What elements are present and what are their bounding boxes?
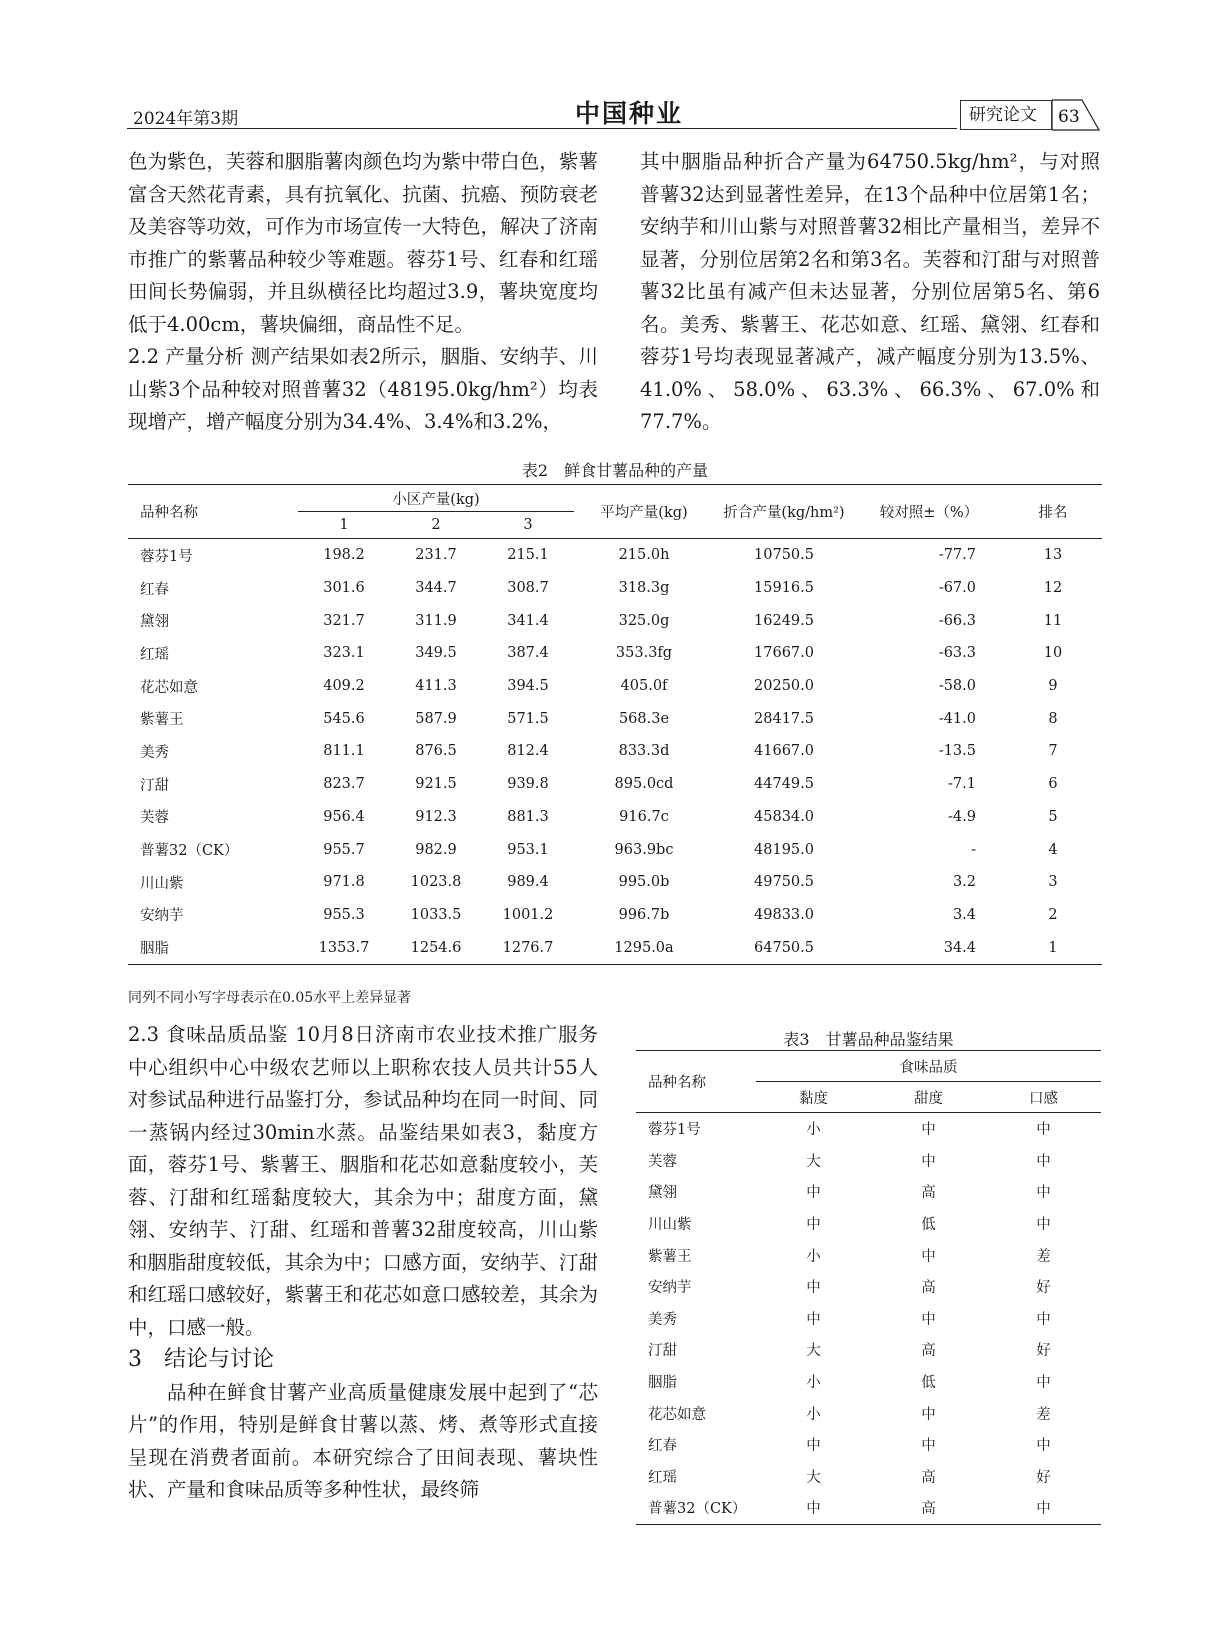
cell-plot3: 1276.7	[482, 931, 574, 964]
cell-plot1: 323.1	[323, 645, 365, 662]
left-column-bottom	[128, 1019, 598, 1507]
t2-header-rank: 排名	[1004, 485, 1102, 539]
cell-plot1: 823.7	[323, 776, 365, 793]
cell-taste: 中	[1036, 1217, 1051, 1234]
cell-conv: 41667.0	[754, 743, 814, 760]
cell-avg: 325.0g	[618, 612, 670, 629]
table2-note: 同列不同小写字母表示在0.05水平上差异显著	[128, 990, 412, 1006]
cell-taste: 中	[1036, 1311, 1051, 1328]
cell-vs: -13.5	[938, 743, 976, 760]
cell-sweetness: 高	[871, 1492, 986, 1524]
cell-viscosity: 大	[806, 1343, 821, 1360]
t2-header-vs: 较对照±（%）	[854, 485, 1004, 539]
cell-plot2: 982.9	[415, 841, 457, 858]
paragraph-taste-evaluation: 2.3 食味品质品鉴 10月8日济南市农业技术推广服务中心组织中心中级农艺师以上职称农技人员共计55人对参试品种进行品鉴打分，参试品种均在同一时间、同一蒸锅内经过30min水蒸。品鉴结果如表3，黏度方面，蓉芬1号、紫薯王、胭脂和花芯如意黏度较小，芙蓉、汀甜和红瑶黏度较大，其余为中；甜度方面，黛翎、安纳芋、汀甜、红瑶和普薯32甜度较高，川山紫和胭脂甜度较低，其余为中；口感方面，安纳芋、汀甜和红瑶口感较好，紫薯王和花芯如意口感较差，其余为中，口感一般。	[128, 1023, 598, 1339]
cell-name: 黛翎	[648, 1185, 677, 1202]
cell-plot2: 1033.5	[410, 906, 462, 923]
svg-text:63: 63	[1058, 107, 1080, 127]
cell-plot2: 349.5	[415, 645, 457, 662]
paragraph-conclusion: 品种在鲜食甘薯产业高质量健康发展中起到了“芯片”的作用，特别是鲜食甘薯以蒸、烤、煮等形式直接呈现在消费者面前。本研究综合了田间表现、薯块性状、产量和食味品质等多种性状，最终筛	[128, 1380, 598, 1501]
cell-vs: -	[971, 841, 976, 858]
table-row	[636, 1208, 1101, 1240]
cell-plot3: 953.1	[507, 841, 549, 858]
cell-rank: 8	[1048, 710, 1058, 727]
cell-sweetness: 中	[921, 1153, 936, 1170]
cell-viscosity: 小	[806, 1248, 821, 1265]
t2-header-avg: 平均产量(kg)	[574, 485, 714, 539]
cell-plot1: 955.3	[323, 906, 365, 923]
cell-name: 安纳芋	[648, 1280, 692, 1297]
cell-avg: 916.7c	[619, 808, 669, 825]
cell-plot3: 939.8	[507, 776, 549, 793]
cell-vs: -67.0	[938, 580, 976, 597]
cell-conv: 16249.5	[754, 612, 814, 629]
t3-header-viscosity: 黏度	[799, 1090, 828, 1107]
cell-rank: 12	[1043, 580, 1063, 597]
cell-rank: 4	[1048, 841, 1058, 858]
table-row	[636, 1461, 1101, 1493]
cell-avg: 963.9bc	[614, 841, 674, 858]
cell-sweetness: 中	[921, 1438, 936, 1455]
cell-taste: 好	[1036, 1469, 1051, 1486]
cell-sweetness: 中	[921, 1406, 936, 1423]
cell-plot2: 411.3	[415, 678, 457, 695]
cell-taste: 好	[1036, 1343, 1051, 1360]
cell-name: 黛翎	[140, 614, 169, 631]
cell-plot3: 881.3	[507, 808, 549, 825]
cell-vs: -7.1	[948, 776, 976, 793]
cell-plot2: 921.5	[415, 776, 457, 793]
cell-conv: 44749.5	[754, 776, 814, 793]
cell-avg: 568.3e	[618, 710, 670, 727]
table3-taste	[636, 1050, 1101, 1525]
cell-viscosity: 中	[806, 1185, 821, 1202]
table-row	[128, 899, 1102, 932]
cell-plot3: 215.1	[482, 539, 574, 572]
page-number-badge	[1052, 98, 1100, 132]
table-row	[128, 735, 1102, 768]
table-row	[128, 768, 1102, 801]
cell-conv: 48195.0	[754, 841, 814, 858]
cell-taste: 中	[1036, 1185, 1051, 1202]
cell-conv: 64750.5	[714, 931, 854, 964]
cell-plot1: 409.2	[323, 678, 365, 695]
cell-sweetness: 高	[921, 1469, 936, 1486]
cell-sweetness: 高	[921, 1280, 936, 1297]
cell-sweetness: 低	[921, 1375, 936, 1392]
cell-vs: -41.0	[938, 710, 976, 727]
cell-plot1: 956.4	[323, 808, 365, 825]
cell-rank: 3	[1048, 874, 1058, 891]
table-row	[128, 931, 1102, 964]
cell-plot1: 811.1	[323, 743, 365, 760]
cell-conv: 49833.0	[754, 906, 814, 923]
journal-title: 中国种业	[575, 99, 684, 128]
section3-heading: 3 结论与讨论	[128, 1347, 274, 1372]
cell-viscosity: 中	[806, 1311, 821, 1328]
cell-name: 川山紫	[140, 875, 184, 892]
cell-viscosity: 中	[806, 1217, 821, 1234]
cell-plot1: 301.6	[323, 580, 365, 597]
cell-plot1: 1353.7	[298, 931, 390, 964]
cell-sweetness: 高	[921, 1185, 936, 1202]
cell-conv: 20250.0	[754, 678, 814, 695]
cell-conv: 15916.5	[754, 580, 814, 597]
cell-vs: -66.3	[938, 612, 976, 629]
table-row	[636, 1176, 1101, 1208]
table3-caption: 表3 甘薯品种品鉴结果	[783, 1030, 954, 1049]
cell-plot3: 387.4	[507, 645, 549, 662]
cell-name: 蓉芬1号	[128, 539, 298, 572]
cell-taste: 好	[1036, 1280, 1051, 1297]
cell-name: 紫薯王	[140, 712, 184, 729]
cell-name: 安纳芋	[140, 908, 184, 925]
cell-taste: 中	[986, 1492, 1101, 1524]
cell-avg: 895.0cd	[614, 776, 674, 793]
table-row	[128, 866, 1102, 899]
table2-caption: 表2 鲜食甘薯品种的产量	[521, 461, 709, 480]
cell-rank: 11	[1043, 612, 1063, 629]
cell-plot1: 545.6	[323, 710, 365, 727]
cell-plot3: 989.4	[507, 874, 549, 891]
table-row	[636, 1397, 1101, 1429]
cell-name: 汀甜	[648, 1343, 677, 1360]
paragraph-appearance: 色为紫色，芙蓉和胭脂薯肉颜色均为紫中带白色，紫薯富含天然花青素，具有抗氧化、抗菌、抗癌、预防衰老及美容等功效，可作为市场宣传一大特色，解决了济南市推广的紫薯品种较少等难题。蓉芬1号、红春和红瑶田间长势偏弱，并且纵横径比均超过3.9，薯块宽度均低于4.00cm，薯块偏细，商品性不足。	[128, 150, 598, 336]
cell-plot2: 344.7	[415, 580, 457, 597]
cell-conv: 49750.5	[754, 874, 814, 891]
table-row	[128, 637, 1102, 670]
cell-taste: 差	[1036, 1248, 1051, 1265]
cell-viscosity: 小	[756, 1113, 871, 1145]
cell-name: 川山紫	[648, 1217, 692, 1234]
cell-name: 花芯如意	[140, 679, 198, 696]
cell-avg: 833.3d	[618, 743, 670, 760]
cell-rank: 7	[1048, 743, 1058, 760]
cell-taste: 中	[1036, 1375, 1051, 1392]
cell-plot1: 955.7	[323, 841, 365, 858]
paragraph-yield-analysis: 2.2 产量分析 测产结果如表2所示，胭脂、安纳芋、川山紫3个品种较对照普薯32（48195.0kg/hm²）均表现增产，增产幅度分别为34.4%、3.4%和3.2%，	[128, 345, 598, 433]
cell-plot2: 311.9	[415, 612, 457, 629]
table-row	[128, 702, 1102, 735]
cell-avg: 215.0h	[574, 539, 714, 572]
cell-vs: -4.9	[948, 808, 976, 825]
cell-name: 蓉芬1号	[636, 1113, 756, 1145]
cell-plot3: 341.4	[507, 612, 549, 629]
cell-rank: 2	[1048, 906, 1058, 923]
cell-rank: 9	[1048, 678, 1058, 695]
table-row	[636, 1113, 1101, 1145]
cell-plot1: 971.8	[323, 874, 365, 891]
t2-header-conv: 折合产量(kg/hm²)	[714, 485, 854, 539]
cell-sweetness: 中	[921, 1248, 936, 1265]
cell-viscosity: 大	[806, 1469, 821, 1486]
cell-vs: 3.2	[952, 874, 976, 891]
cell-vs: -58.0	[938, 678, 976, 695]
table-row	[636, 1429, 1101, 1461]
table2-yield	[128, 484, 1102, 965]
cell-name: 普薯32（CK）	[140, 843, 239, 860]
cell-name: 芙蓉	[648, 1153, 677, 1170]
t2-header-p2: 2	[431, 517, 441, 533]
cell-sweetness: 低	[921, 1217, 936, 1234]
cell-conv: 17667.0	[754, 645, 814, 662]
table-row	[636, 1303, 1101, 1335]
t3-header-name: 品种名称	[636, 1051, 756, 1113]
cell-rank: 10	[1043, 645, 1063, 662]
cell-avg: 318.3g	[618, 580, 670, 597]
cell-name: 红春	[648, 1438, 677, 1455]
cell-name: 胭脂	[128, 931, 298, 964]
cell-vs: 3.4	[952, 906, 976, 923]
cell-viscosity: 中	[756, 1492, 871, 1524]
cell-plot3: 571.5	[507, 710, 549, 727]
cell-name: 红春	[140, 581, 169, 598]
cell-name: 芙蓉	[140, 810, 169, 827]
t3-header-taste: 口感	[1029, 1090, 1058, 1107]
cell-vs: -63.3	[938, 645, 976, 662]
cell-conv: 10750.5	[714, 539, 854, 572]
cell-plot2: 876.5	[415, 743, 457, 760]
header-rule	[127, 128, 957, 129]
cell-vs: -77.7	[854, 539, 1004, 572]
cell-taste: 中	[1036, 1153, 1051, 1170]
paragraph-yield-continued: 其中胭脂品种折合产量为64750.5kg/hm²，与对照普薯32达到显著性差异，在13个品种中位居第1名；安纳芋和川山紫与对照普薯32相比产量相当，差异不显著，分别位居第2名和第3名。芙蓉和汀甜与对照普薯32比虽有减产但未达显著，分别位居第5名、第6名。美秀、紫薯王、花芯如意、红瑶、黛翎、红春和蓉芬1号均表现显著减产，减产幅度分别为13.5%、41.0%、58.0%、63.3%、66.3%、67.0%和77.7%。	[640, 150, 1100, 433]
cell-name: 汀甜	[140, 777, 169, 794]
cell-plot2: 231.7	[390, 539, 482, 572]
t3-header-group: 食味品质	[756, 1051, 1101, 1082]
table-row	[636, 1492, 1101, 1524]
cell-plot2: 1023.8	[410, 874, 462, 891]
cell-plot3: 812.4	[507, 743, 549, 760]
cell-viscosity: 中	[806, 1280, 821, 1297]
cell-avg: 995.0b	[618, 874, 670, 891]
cell-taste: 中	[1036, 1438, 1051, 1455]
table-row	[128, 833, 1102, 866]
t3-header-sweetness: 甜度	[914, 1090, 943, 1107]
table-row	[636, 1334, 1101, 1366]
cell-plot3: 394.5	[507, 678, 549, 695]
cell-sweetness: 中	[921, 1311, 936, 1328]
right-column-top	[640, 146, 1100, 439]
table-row	[128, 604, 1102, 637]
left-column-top	[128, 146, 598, 439]
cell-vs: 34.4	[854, 931, 1004, 964]
cell-name: 红瑶	[648, 1469, 677, 1486]
cell-sweetness: 高	[921, 1343, 936, 1360]
cell-rank: 5	[1048, 808, 1058, 825]
cell-avg: 405.0f	[620, 678, 668, 695]
cell-avg: 996.7b	[618, 906, 670, 923]
cell-sweetness: 中	[871, 1113, 986, 1145]
table-row	[636, 1271, 1101, 1303]
cell-avg: 353.3fg	[615, 645, 673, 662]
cell-plot1: 321.7	[323, 612, 365, 629]
cell-plot2: 1254.6	[390, 931, 482, 964]
cell-name: 红瑶	[140, 646, 169, 663]
cell-conv: 45834.0	[754, 808, 814, 825]
cell-conv: 28417.5	[754, 710, 814, 727]
issue-label: 2024年第3期	[133, 109, 239, 129]
cell-plot3: 308.7	[507, 580, 549, 597]
t2-header-name: 品种名称	[128, 485, 298, 539]
cell-plot2: 912.3	[415, 808, 457, 825]
cell-viscosity: 大	[806, 1153, 821, 1170]
cell-taste: 差	[1036, 1406, 1051, 1423]
table-row	[128, 572, 1102, 605]
cell-viscosity: 中	[806, 1438, 821, 1455]
cell-plot2: 587.9	[415, 710, 457, 727]
table-row	[636, 1239, 1101, 1271]
cell-name: 普薯32（CK）	[636, 1492, 756, 1524]
cell-viscosity: 小	[806, 1375, 821, 1392]
cell-plot1: 198.2	[298, 539, 390, 572]
cell-name: 胭脂	[648, 1375, 677, 1392]
cell-name: 紫薯王	[648, 1248, 692, 1265]
table-row	[128, 801, 1102, 834]
cell-rank: 1	[1004, 931, 1102, 964]
table-row	[636, 1366, 1101, 1398]
cell-name: 美秀	[140, 744, 169, 761]
cell-taste: 中	[986, 1113, 1101, 1145]
t2-header-p1: 1	[339, 517, 349, 533]
cell-viscosity: 小	[806, 1406, 821, 1423]
cell-rank: 6	[1048, 776, 1058, 793]
table-row	[128, 670, 1102, 703]
table-row	[128, 539, 1102, 572]
section-tag: 研究论文	[960, 100, 1052, 130]
t2-header-plot: 小区产量(kg)	[298, 485, 574, 512]
cell-plot3: 1001.2	[502, 906, 554, 923]
table-row	[636, 1145, 1101, 1177]
cell-name: 美秀	[648, 1311, 677, 1328]
cell-name: 花芯如意	[648, 1406, 706, 1423]
t2-header-p3: 3	[523, 517, 533, 533]
cell-rank: 13	[1004, 539, 1102, 572]
cell-avg: 1295.0a	[574, 931, 714, 964]
